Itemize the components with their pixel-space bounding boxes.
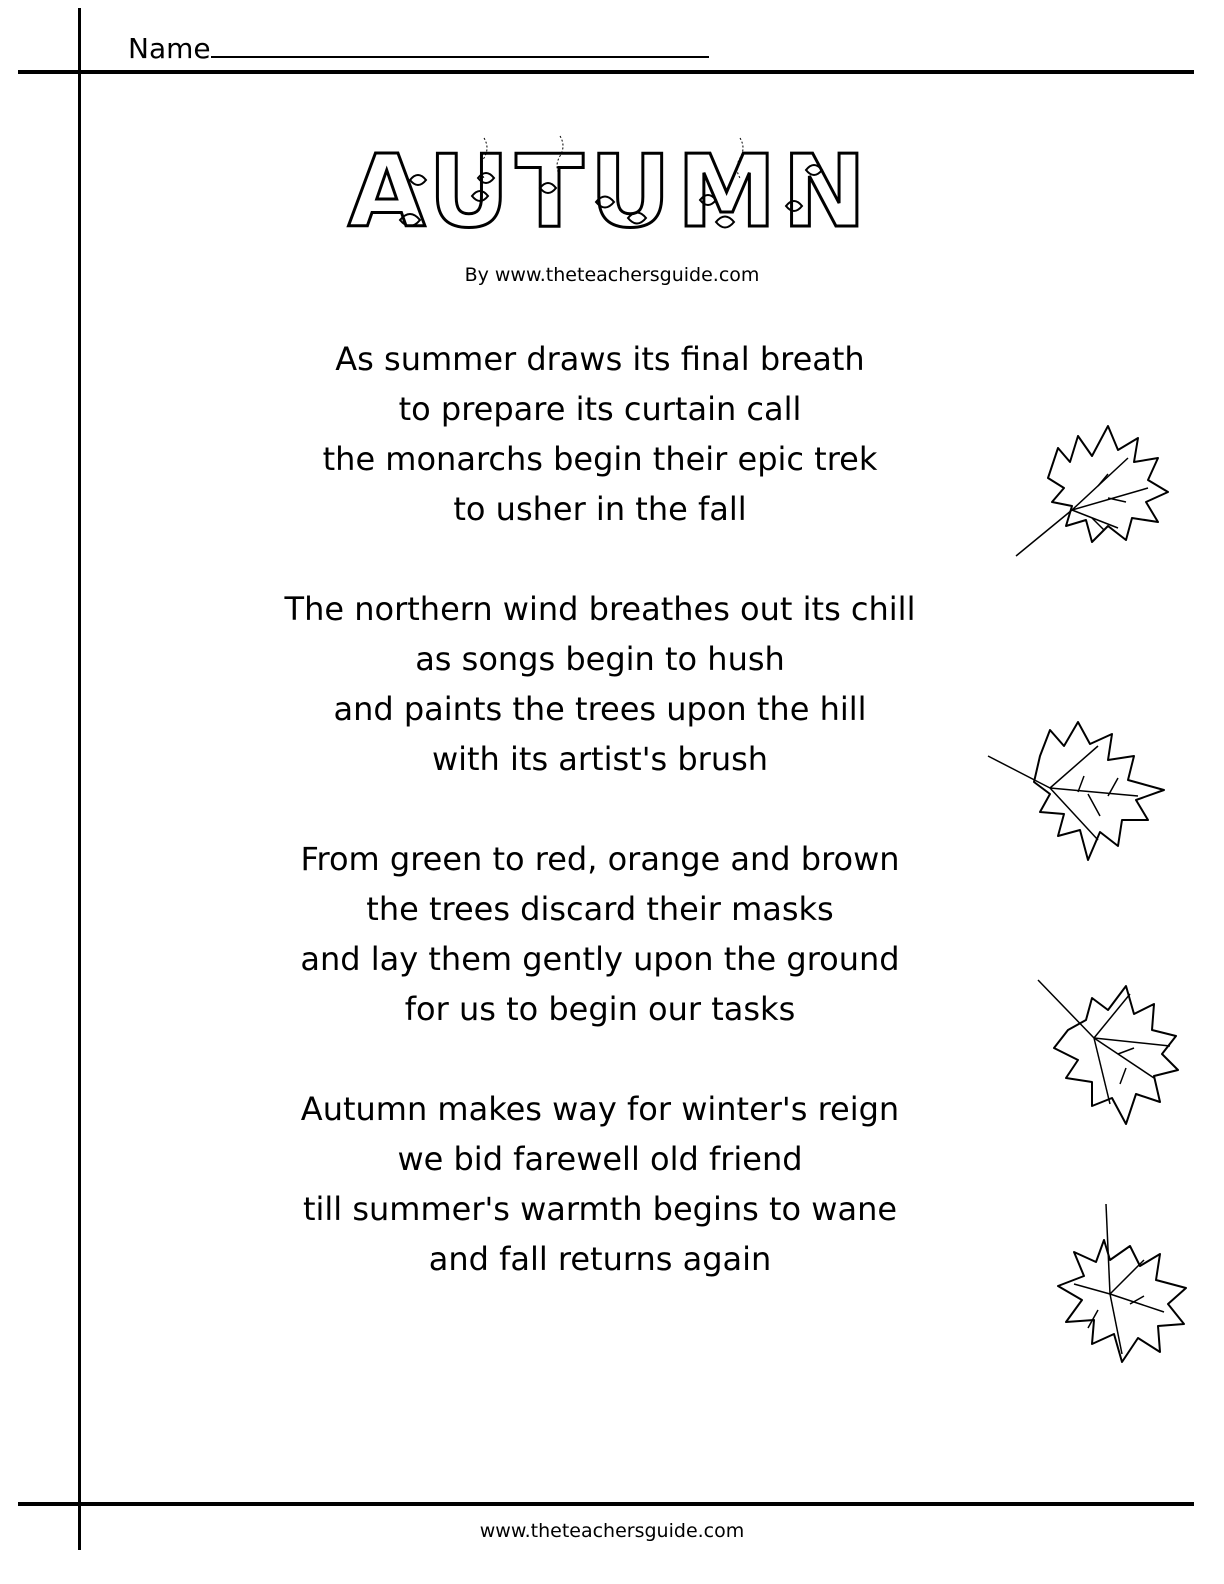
- poem-line: to usher in the fall: [453, 490, 747, 528]
- poem-line: and lay them gently upon the ground: [300, 940, 900, 978]
- poem-line: The northern wind breathes out its chill: [284, 590, 916, 628]
- poem-line: for us to begin our tasks: [404, 990, 796, 1028]
- name-blank-line[interactable]: [211, 26, 709, 58]
- footer-rule: [18, 1502, 1194, 1506]
- poem-line: as songs begin to hush: [415, 640, 785, 678]
- poem-line: the monarchs begin their epic trek: [322, 440, 878, 478]
- maple-leaf-icon: [1008, 418, 1178, 558]
- header-rule: [18, 70, 1194, 74]
- poem-line: From green to red, orange and brown: [300, 840, 900, 878]
- name-field[interactable]: [128, 26, 709, 69]
- stanza: [200, 834, 1000, 1034]
- maple-leaf-icon: [1030, 974, 1190, 1134]
- stanza: [200, 1084, 1000, 1284]
- byline: By www.theteachersguide.com: [464, 264, 760, 286]
- stanza: [200, 334, 1000, 534]
- maple-leaf-icon: [1044, 1204, 1194, 1364]
- autumn-title-art: [347, 133, 873, 250]
- poem-line: As summer draws its final breath: [335, 340, 865, 378]
- margin-vertical-rule: [78, 8, 81, 1550]
- poem-line: till summer's warmth begins to wane: [302, 1190, 898, 1228]
- footer-url[interactable]: www.theteachersguide.com: [479, 1520, 745, 1542]
- poem-line: and fall returns again: [428, 1240, 772, 1278]
- title-text: AUTUMN: [347, 133, 873, 250]
- poem-line: with its artist's brush: [431, 740, 769, 778]
- poem-line: the trees discard their masks: [366, 890, 834, 928]
- maple-leaf-icon: [988, 716, 1178, 866]
- poem-line: and paints the trees upon the hill: [333, 690, 867, 728]
- stanza: [200, 584, 1000, 784]
- poem-line: to prepare its curtain call: [398, 390, 802, 428]
- poem-line: Autumn makes way for winter's reign: [300, 1090, 900, 1128]
- name-label: Name: [128, 32, 211, 65]
- poem: [200, 334, 1000, 1334]
- poem-line: we bid farewell old friend: [397, 1140, 803, 1178]
